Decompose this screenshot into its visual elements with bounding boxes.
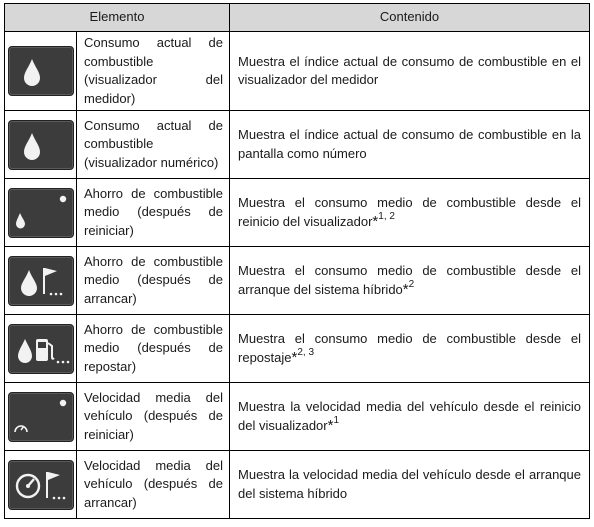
table-row [5, 451, 590, 519]
fuel-drop-pump-icon [8, 324, 74, 374]
element-name: Ahorro de combustible medio (después de repostar) [77, 315, 230, 383]
table-row [5, 247, 590, 315]
header-content: Contenido [230, 4, 590, 32]
element-description: Muestra la velocidad media del vehículo desde el arranque del sistema híbrido [230, 451, 590, 519]
element-name: Velocidad media del vehículo (después de arrancar) [77, 451, 230, 519]
note-marker: * [327, 416, 334, 434]
element-name: Ahorro de combustible medio (después de arrancar) [77, 247, 230, 315]
fuel-info-table [4, 3, 590, 519]
footnote-ref: 2 [408, 278, 415, 290]
speedometer-reset-icon [8, 392, 74, 442]
table-row [5, 315, 590, 383]
footnote-ref: 2, 3 [297, 346, 315, 358]
element-name: Ahorro de combustible medio (después de reiniciar) [77, 179, 230, 247]
table-header-row [5, 4, 590, 32]
fuel-drop-reset-icon [8, 188, 74, 238]
element-name: Velocidad media del vehículo (después de reiniciar) [77, 383, 230, 451]
table-row [5, 32, 590, 111]
note-marker: * [291, 348, 298, 366]
fuel-drop-large-icon [8, 120, 74, 170]
note-marker: * [402, 280, 409, 298]
fuel-drop-large-icon [8, 46, 74, 96]
element-description: Muestra el índice actual de consumo de combustible en el visualizador del medidor [230, 32, 590, 111]
element-description: Muestra el consumo medio de combustible desde el repostaje*$^{2, 3}$ [230, 315, 590, 383]
fuel-drop-flag-icon [8, 256, 74, 306]
element-description: Muestra el índice actual de consumo de combustible en la pantalla como número [230, 111, 590, 179]
note-marker: * [372, 212, 379, 230]
footnote-ref: 1 [333, 414, 340, 426]
footnote-ref: 1, 2 [378, 210, 395, 222]
table-row [5, 111, 590, 179]
table-row [5, 383, 590, 451]
element-description: Muestra la velocidad media del vehículo desde el reinicio del visualizador*$^1$ [230, 383, 590, 451]
table-row [5, 179, 590, 247]
header-element: Elemento [5, 4, 230, 32]
element-name: Consumo actual de combustible (visualizador del medidor) [77, 32, 230, 111]
element-description: Muestra el consumo medio de combustible desde el reinicio del visualizador*$^{1, 2}$ [230, 179, 590, 247]
element-name: Consumo actual de combustible (visualizador numérico) [77, 111, 230, 179]
element-description: Muestra el consumo medio de combustible desde el arranque del sistema híbrido*$^2$ [230, 247, 590, 315]
speedometer-flag-icon [8, 460, 74, 510]
